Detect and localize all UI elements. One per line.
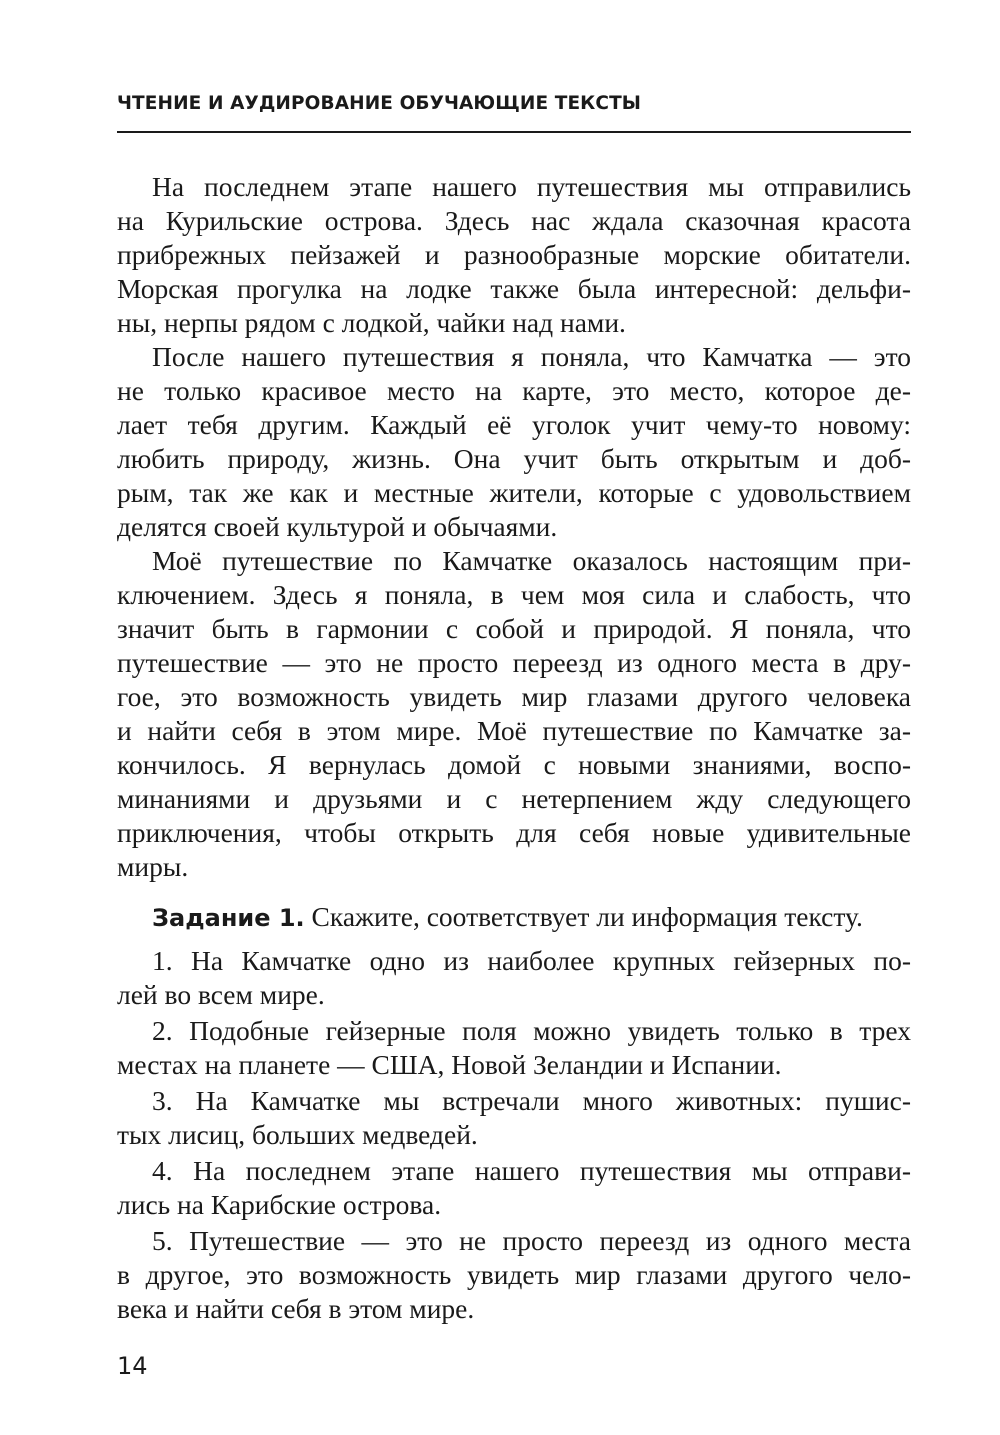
text-line: лает тебя другим. Каждый её уголок учит чему-то новому: [117,409,911,440]
text-line: гое, это возможность увидеть мир глазами другого человека [117,681,911,712]
task-item-line: лись на Карибские острова. [117,1189,442,1220]
task-item-line: 2. Подобные гейзерные поля можно увидеть только в трех [152,1015,911,1046]
task-item-line: 3. На Камчатке мы встречали много животных: пушис- [152,1085,911,1116]
task-label: Задание 1. [152,904,305,932]
task-item-line: 5. Путешествие — это не просто переезд из одного места [152,1225,911,1256]
text-line: После нашего путешествия я поняла, что Камчатка — это [152,341,911,372]
text-line: ключением. Здесь я поняла, в чем моя сила и слабость, что [117,579,911,610]
task-item-line: 1. На Камчатке одно из наиболее крупных гейзерных по- [152,945,911,976]
task-item-line: 4. На последнем этапе нашего путешествия мы отправи- [152,1155,911,1186]
task-item-line: местах на планете — США, Новой Зеландии и Испании. [117,1049,782,1080]
text-line: значит быть в гармонии с собой и природой. Я поняла, что [117,613,911,644]
task-item-line: тых лисиц, больших медведей. [117,1119,478,1150]
text-line: путешествие — это не просто переезд из одного места в дру- [117,647,911,678]
text-line: На последнем этапе нашего путешествия мы отправились [152,171,911,202]
task-instruction: Скажите, соответствует ли информация тексту. [304,901,863,932]
text-line: на Курильские острова. Здесь нас ждала сказочная красота [117,205,911,236]
text-line: Моё путешествие по Камчатке оказалось настоящим при- [152,545,911,576]
task-item-line: лей во всем мире. [117,979,325,1010]
text-line: минаниями и друзьями и с нетерпением жду следующего [117,783,911,814]
text-line: приключения, чтобы открыть для себя новые удивительные [117,817,911,848]
task-heading [152,900,911,935]
header-rule [117,131,911,133]
task-item-line: века и найти себя в этом мире. [117,1293,475,1324]
page-number: 14 [117,1352,148,1380]
text-line: миры. [117,851,189,882]
text-line: прибрежных пейзажей и разнообразные морские обитатели. [117,239,911,270]
text-line: рым, так же как и местные жители, которые с удовольствием [117,477,911,508]
text-line: ны, нерпы рядом с лодкой, чайки над нами. [117,307,626,338]
text-line: не только красивое место на карте, это место, которое де- [117,375,911,406]
text-line: кончилось. Я вернулась домой с новыми знаниями, воспо- [117,749,911,780]
text-line: любить природу, жизнь. Она учит быть открытым и доб- [117,443,911,474]
text-line: и найти себя в этом мире. Моё путешествие по Камчатке за- [117,715,911,746]
text-line: делятся своей культурой и обычаями. [117,511,558,542]
text-line: Морская прогулка на лодке также была интересной: дельфи- [117,273,911,304]
task-item-line: в другое, это возможность увидеть мир глазами другого чело- [117,1259,911,1290]
running-head: ЧТЕНИЕ И АУДИРОВАНИЕ ОБУЧАЮЩИЕ ТЕКСТЫ [117,93,642,114]
